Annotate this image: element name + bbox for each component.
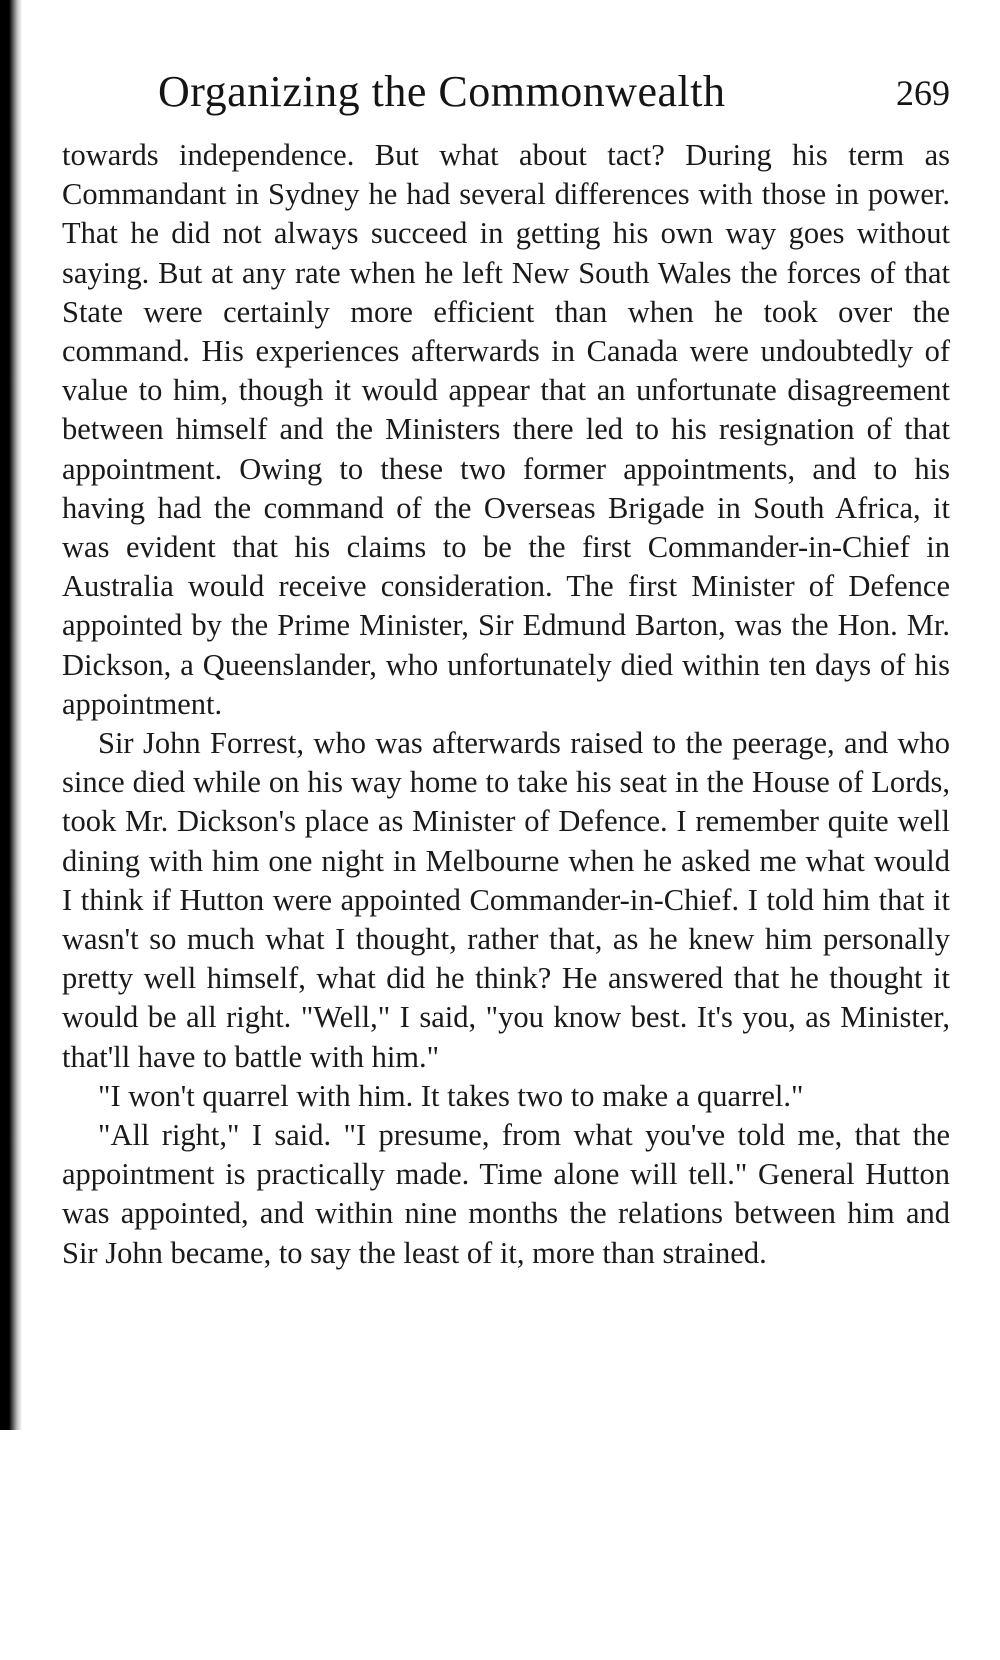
page-number: 269 — [896, 73, 950, 113]
paragraph-1: towards independence. But what about tact? During his term as Commandant in Sydney he had several differences with those in power. That he did not always succeed in getting his own way goes without saying. But at any rate when he left New South Wales the forces of that State were certainly more efficient than when he took over the command. His experiences afterwards in Canada were undoubtedly of value to him, though it would appear that an unfortunate disagreement between himself and the Ministers there led to his resignation of that appointment. Owing to these two former appointments, and to his having had the command of the Overseas Brigade in South Africa, it was evident that his claims to be the first Commander-in-Chief in Australia would receive consideration. The first Minister of Defence appointed by the Prime Minister, Sir Edmund Barton, was the Hon. Mr. Dickson, a Queenslander, who unfortunately died within ten days of his appointment. — [62, 138, 950, 721]
running-head — [62, 66, 950, 128]
paragraph-4: "All right," I said. "I presume, from what you've told me, that the appointment is practically made. Time alone will tell." General Hutton was appointed, and within nine months the relations between him and Sir John became, to say the least of it, more than strained. — [62, 1118, 950, 1270]
page-gutter-edge — [0, 0, 22, 1430]
paragraph-2: Sir John Forrest, who was afterwards raised to the peerage, and who since died while on his way home to take his seat in the House of Lords, took Mr. Dickson's place as Minister of Defence. I remember quite well dining with him one night in Melbourne when he asked me what would I think if Hutton were appointed Commander-in-Chief. I told him that it wasn't so much what I thought, rather that, as he knew him personally pretty well himself, what did he think? He answered that he thought it would be all right. "Well," I said, "you know best. It's you, as Minister, that'll have to battle with him." — [62, 726, 950, 1074]
running-title: Organizing the Commonwealth — [158, 67, 726, 116]
body-text — [62, 136, 950, 1273]
book-page — [62, 66, 950, 1273]
paragraph-3: "I won't quarrel with him. It takes two to make a quarrel." — [98, 1078, 804, 1113]
